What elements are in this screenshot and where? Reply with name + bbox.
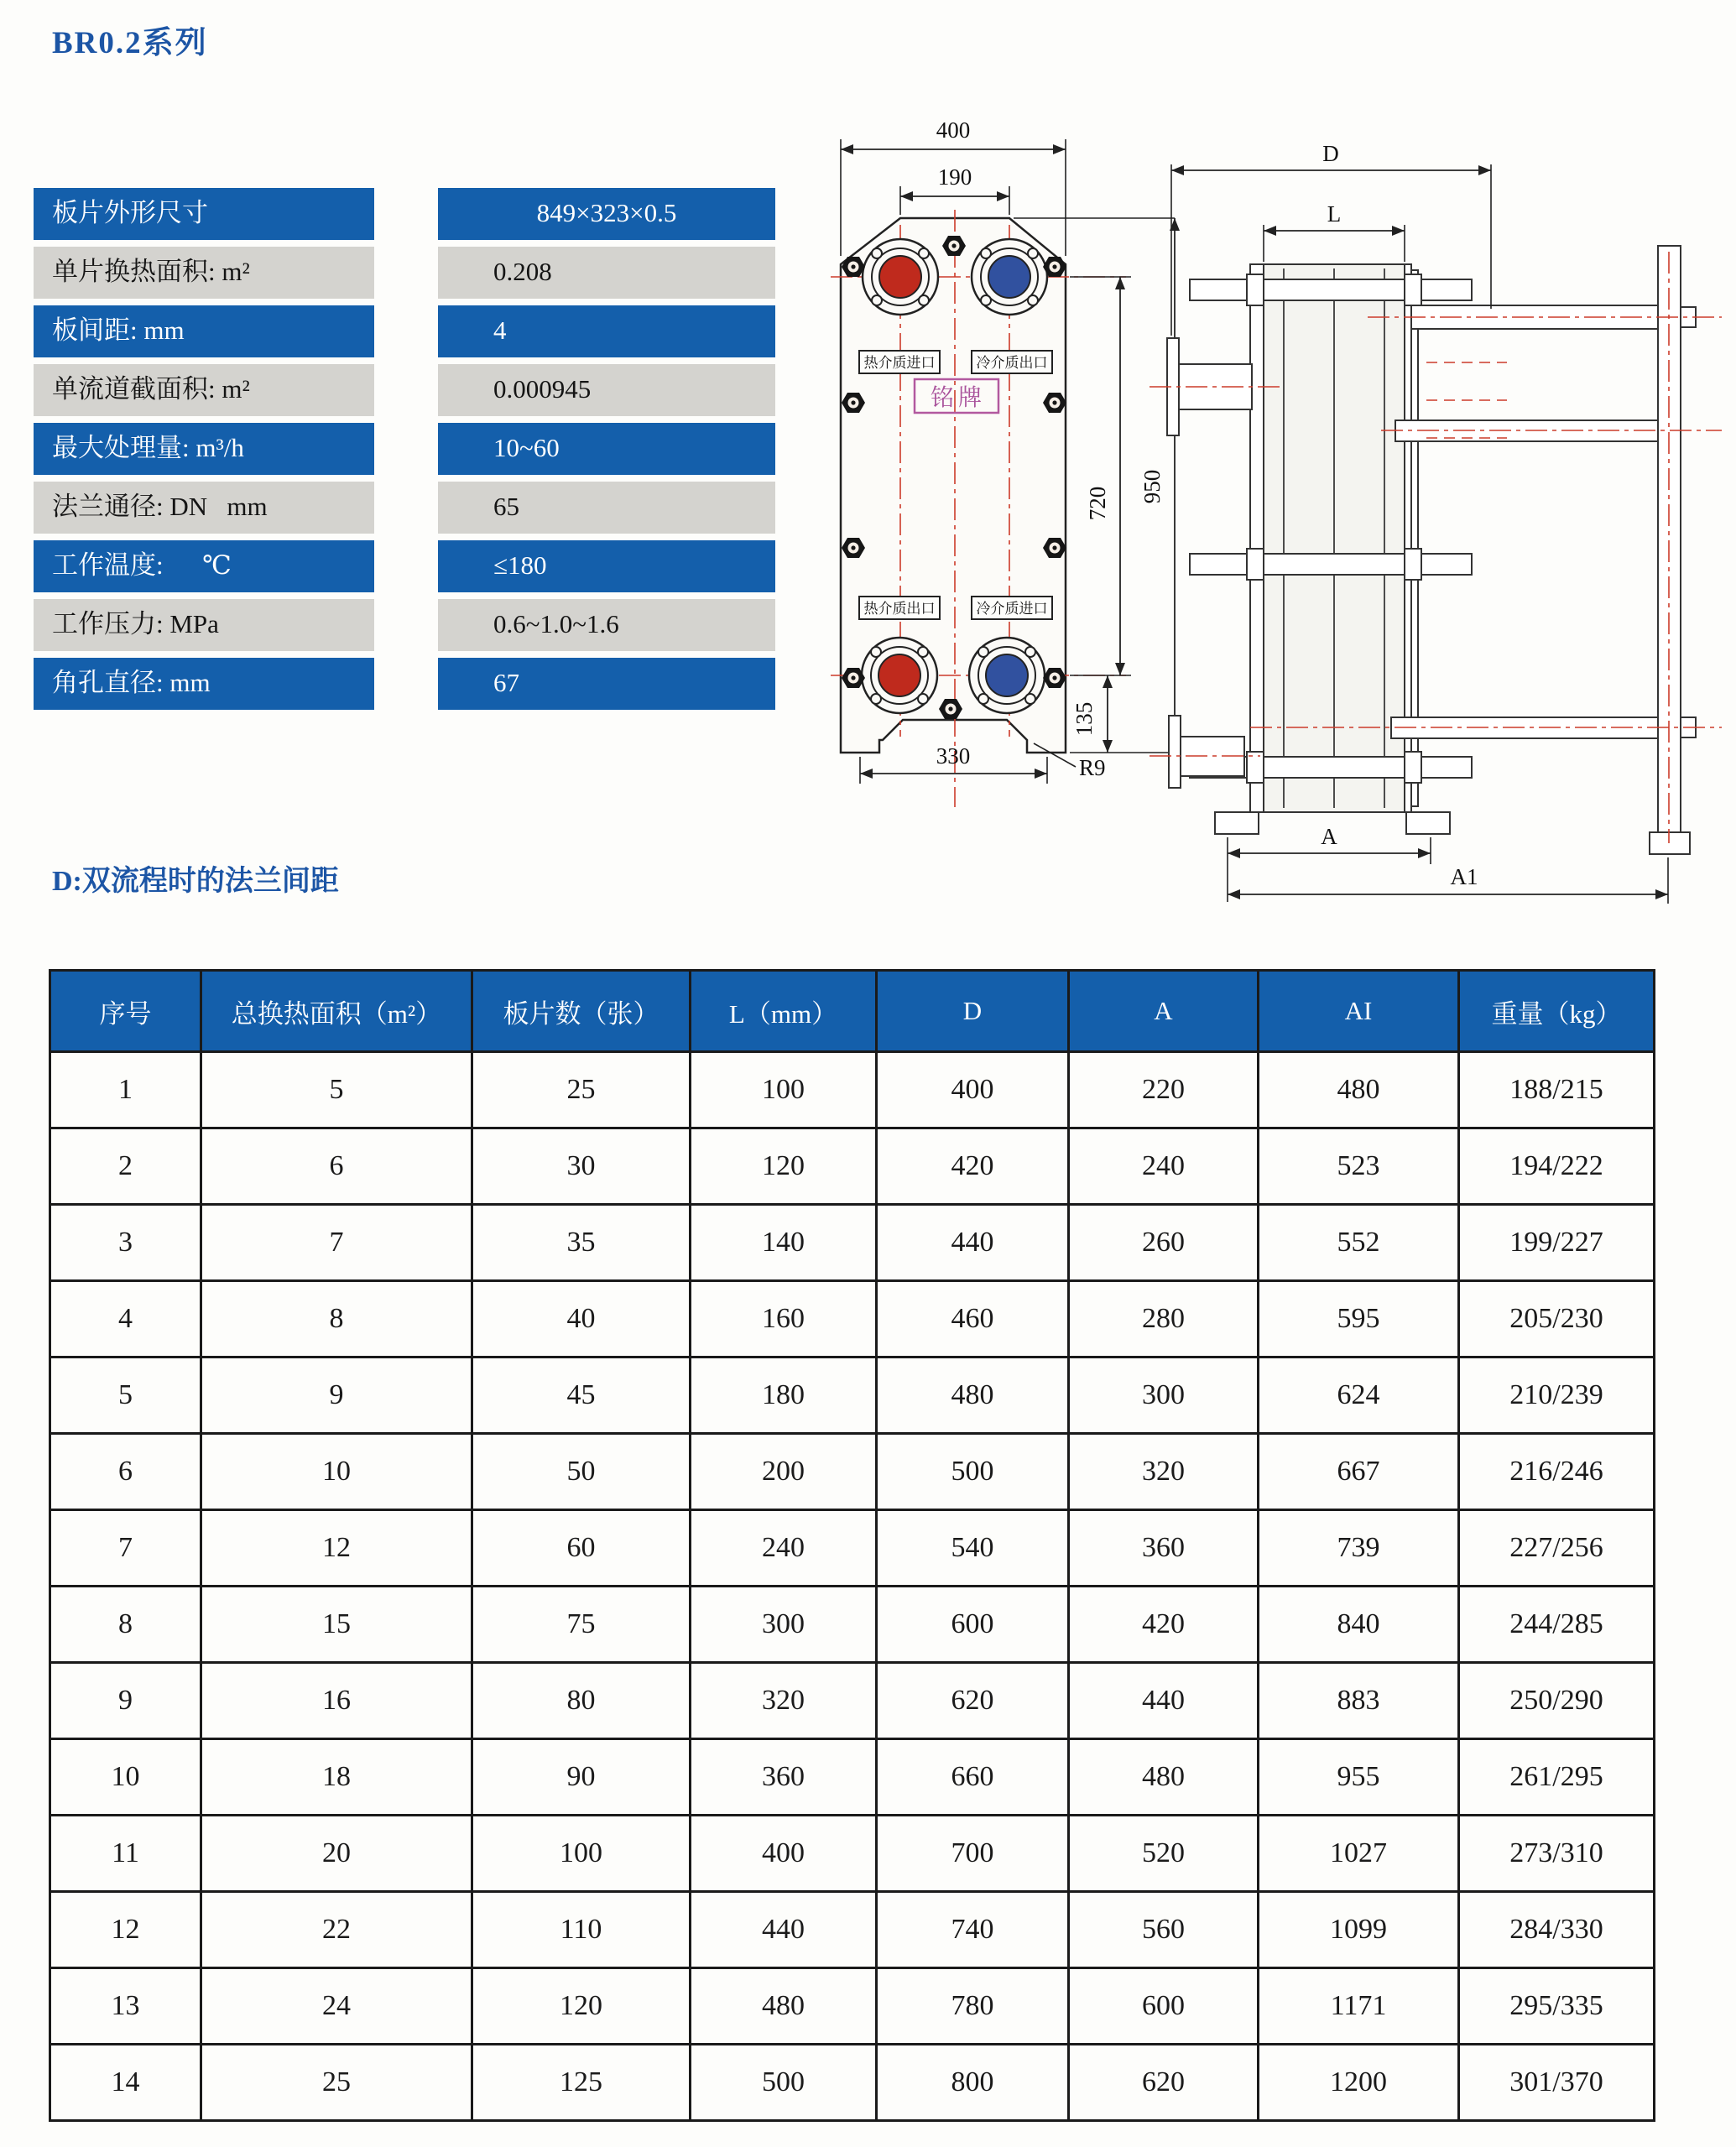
table-cell: 440: [1069, 1663, 1259, 1739]
table-cell: 300: [1069, 1358, 1259, 1434]
table-cell: 40: [472, 1281, 691, 1358]
port-cold-outlet: [972, 239, 1047, 315]
table-cell: 552: [1259, 1205, 1459, 1281]
table-cell: 199/227: [1459, 1205, 1655, 1281]
table-cell: 180: [691, 1358, 877, 1434]
table-cell: 30: [472, 1128, 691, 1205]
column-header: AI: [1259, 971, 1459, 1052]
dim-text-A: A: [1321, 824, 1337, 849]
table-cell: 300: [691, 1587, 877, 1663]
spec-label: 最大处理量: m³/h: [34, 423, 374, 475]
dim-330: [860, 743, 1047, 784]
dim-text-D: D: [1322, 141, 1339, 166]
table-cell: 16: [201, 1663, 472, 1739]
spec-table: [34, 188, 775, 710]
table-cell: 188/215: [1459, 1052, 1655, 1128]
table-cell: 22: [201, 1892, 472, 1968]
table-cell: 624: [1259, 1358, 1459, 1434]
table-cell: 440: [877, 1205, 1069, 1281]
dim-text-A1: A1: [1450, 864, 1478, 889]
table-cell: 7: [201, 1205, 472, 1281]
table-cell: 125: [472, 2045, 691, 2121]
table-cell: 480: [691, 1968, 877, 2045]
table-cell: 6: [201, 1128, 472, 1205]
table-cell: 840: [1259, 1587, 1459, 1663]
dim-L: [1264, 201, 1405, 262]
header-row: [50, 971, 1655, 1052]
table-row: [50, 1052, 1655, 1128]
spec-value: 0.6~1.0~1.6: [438, 599, 775, 651]
table-cell: 244/285: [1459, 1587, 1655, 1663]
table-cell: 35: [472, 1205, 691, 1281]
table-cell: 45: [472, 1358, 691, 1434]
table-cell: 700: [877, 1816, 1069, 1892]
table-cell: 280: [1069, 1281, 1259, 1358]
table-row: [50, 1205, 1655, 1281]
table-cell: 90: [472, 1739, 691, 1816]
column-header: 总换热面积（m²）: [201, 971, 472, 1052]
table-row: [50, 1739, 1655, 1816]
table-cell: 420: [1069, 1587, 1259, 1663]
table-cell: 780: [877, 1968, 1069, 2045]
nameplate-text: 铭牌: [930, 385, 987, 411]
spec-row: [34, 364, 775, 416]
table-cell: 600: [877, 1587, 1069, 1663]
column-header: 重量（kg）: [1459, 971, 1655, 1052]
table-cell: 740: [877, 1892, 1069, 1968]
table-row: [50, 1968, 1655, 2045]
table-row: [50, 2045, 1655, 2121]
dim-text-720: 720: [1085, 486, 1110, 521]
table-cell: 480: [1069, 1739, 1259, 1816]
table-cell: 240: [1069, 1128, 1259, 1205]
table-cell: 400: [877, 1052, 1069, 1128]
table-cell: 260: [1069, 1205, 1259, 1281]
table-cell: 480: [1259, 1052, 1459, 1128]
table-cell: 12: [50, 1892, 201, 1968]
table-cell: 75: [472, 1587, 691, 1663]
spec-value: 849×323×0.5: [438, 188, 775, 240]
dim-A1: [1228, 857, 1668, 904]
table-cell: 227/256: [1459, 1510, 1655, 1587]
column-header: A: [1069, 971, 1259, 1052]
dim-text-400: 400: [936, 117, 971, 143]
dim-text-190: 190: [937, 164, 972, 190]
table-cell: 540: [877, 1510, 1069, 1587]
table-cell: 360: [691, 1739, 877, 1816]
table-cell: 210/239: [1459, 1358, 1655, 1434]
table-cell: 250/290: [1459, 1663, 1655, 1739]
table-cell: 25: [472, 1052, 691, 1128]
table-cell: 420: [877, 1128, 1069, 1205]
port-label-cold-inlet: [972, 597, 1052, 619]
table-cell: 620: [1069, 2045, 1259, 2121]
table-cell: 200: [691, 1434, 877, 1510]
table-cell: 523: [1259, 1128, 1459, 1205]
frame-foot-right: [1406, 812, 1450, 834]
table-cell: 80: [472, 1663, 691, 1739]
spec-value: 65: [438, 482, 775, 534]
spec-label: 法兰通径: DN mm: [34, 482, 374, 534]
port-label-text: 热介质进口: [863, 355, 936, 371]
table-cell: 120: [472, 1968, 691, 2045]
port-hot-outlet: [862, 638, 937, 713]
table-cell: 360: [1069, 1510, 1259, 1587]
table-cell: 20: [201, 1816, 472, 1892]
table-cell: 7: [50, 1510, 201, 1587]
table-cell: 800: [877, 2045, 1069, 2121]
table-cell: 100: [691, 1052, 877, 1128]
table-cell: 13: [50, 1968, 201, 2045]
front-view: [831, 117, 1175, 807]
table-cell: 5: [50, 1358, 201, 1434]
table-cell: 194/222: [1459, 1128, 1655, 1205]
column-header: L（mm）: [691, 971, 877, 1052]
table-cell: 120: [691, 1128, 877, 1205]
table-row: [50, 1816, 1655, 1892]
port-cold-inlet: [969, 638, 1045, 713]
spec-row: [34, 540, 775, 592]
spec-label: 工作温度: ℃: [34, 540, 374, 592]
spec-row: [34, 247, 775, 299]
dim-190: [900, 164, 1009, 215]
table-cell: 500: [691, 2045, 877, 2121]
spec-value: 0.208: [438, 247, 775, 299]
table-cell: 500: [877, 1434, 1069, 1510]
table-cell: 110: [472, 1892, 691, 1968]
spec-value: 67: [438, 658, 775, 710]
table-cell: 261/295: [1459, 1739, 1655, 1816]
dim-720: [1070, 277, 1131, 675]
table-cell: 2: [50, 1128, 201, 1205]
spec-row: [34, 658, 775, 710]
table-cell: 15: [201, 1587, 472, 1663]
table-cell: 100: [472, 1816, 691, 1892]
table-cell: 10: [201, 1434, 472, 1510]
table-cell: 1200: [1259, 2045, 1459, 2121]
table-cell: 480: [877, 1358, 1069, 1434]
table-cell: 1: [50, 1052, 201, 1128]
column-foot: [1650, 832, 1690, 854]
table-row: [50, 1663, 1655, 1739]
table-cell: 205/230: [1459, 1281, 1655, 1358]
column-header: 序号: [50, 971, 201, 1052]
spec-value: 0.000945: [438, 364, 775, 416]
port-label-text: 冷介质进口: [976, 601, 1048, 617]
table-cell: 216/246: [1459, 1434, 1655, 1510]
side-view: [1150, 141, 1722, 904]
table-cell: 18: [201, 1739, 472, 1816]
spec-label: 角孔直径: mm: [34, 658, 374, 710]
table-cell: 320: [691, 1663, 877, 1739]
table-cell: 739: [1259, 1510, 1459, 1587]
port-label-cold-outlet: [972, 351, 1052, 373]
table-cell: 5: [201, 1052, 472, 1128]
dim-text-135: 135: [1071, 701, 1097, 737]
port-hot-inlet: [863, 239, 938, 315]
table-cell: 460: [877, 1281, 1069, 1358]
table-cell: 25: [201, 2045, 472, 2121]
spec-value: ≤180: [438, 540, 775, 592]
page-title: BR0.2系列: [52, 26, 208, 60]
table-cell: 24: [201, 1968, 472, 2045]
table-cell: 284/330: [1459, 1892, 1655, 1968]
table-cell: 3: [50, 1205, 201, 1281]
table-row: [50, 1434, 1655, 1510]
port-label-hot-outlet: [859, 597, 940, 619]
table-cell: 295/335: [1459, 1968, 1655, 2045]
table-cell: 160: [691, 1281, 877, 1358]
port-label-text: 冷介质出口: [976, 355, 1048, 371]
dim-text-R9: R9: [1079, 755, 1106, 780]
table-cell: 273/310: [1459, 1816, 1655, 1892]
table-cell: 520: [1069, 1816, 1259, 1892]
spec-label: 单流道截面积: m²: [34, 364, 374, 416]
table-cell: 6: [50, 1434, 201, 1510]
spec-row: [34, 599, 775, 651]
fixed-plate: [1250, 264, 1264, 812]
table-cell: 11: [50, 1816, 201, 1892]
spec-row: [34, 188, 775, 240]
spec-row: [34, 305, 775, 357]
table-cell: 240: [691, 1510, 877, 1587]
spec-label: 板间距: mm: [34, 305, 374, 357]
spec-label: 工作压力: MPa: [34, 599, 374, 651]
column-header: 板片数（张）: [472, 971, 691, 1052]
table-row: [50, 1128, 1655, 1205]
table-row: [50, 1892, 1655, 1968]
table-cell: 440: [691, 1892, 877, 1968]
table-cell: 12: [201, 1510, 472, 1587]
note-flange-spacing: D:双流程时的法兰间距: [52, 866, 339, 897]
table-cell: 60: [472, 1510, 691, 1587]
spec-row: [34, 423, 775, 475]
table-cell: 1099: [1259, 1892, 1459, 1968]
table-cell: 10: [50, 1739, 201, 1816]
table-cell: 301/370: [1459, 2045, 1655, 2121]
table-row: [50, 1281, 1655, 1358]
technical-drawing: [780, 84, 1736, 906]
table-cell: 8: [50, 1587, 201, 1663]
dim-text-330: 330: [936, 743, 971, 769]
dim-text-950: 950: [1139, 469, 1165, 504]
dim-R9: [1034, 743, 1106, 780]
table-cell: 600: [1069, 1968, 1259, 2045]
table-cell: 9: [201, 1358, 472, 1434]
spec-value: 4: [438, 305, 775, 357]
table-cell: 140: [691, 1205, 877, 1281]
table-cell: 560: [1069, 1892, 1259, 1968]
table-cell: 955: [1259, 1739, 1459, 1816]
table-row: [50, 1587, 1655, 1663]
table-cell: 883: [1259, 1663, 1459, 1739]
spec-value: 10~60: [438, 423, 775, 475]
table-cell: 620: [877, 1663, 1069, 1739]
table-cell: 1027: [1259, 1816, 1459, 1892]
port-label-text: 热介质出口: [863, 601, 936, 617]
dim-135: [1071, 675, 1108, 753]
table-cell: 50: [472, 1434, 691, 1510]
spec-label: 单片换热面积: m²: [34, 247, 374, 299]
table-cell: 8: [201, 1281, 472, 1358]
table-cell: 595: [1259, 1281, 1459, 1358]
column-header: D: [877, 971, 1069, 1052]
table-cell: 220: [1069, 1052, 1259, 1128]
table-cell: 320: [1069, 1434, 1259, 1510]
table-cell: 14: [50, 2045, 201, 2121]
port-label-hot-inlet: [859, 351, 940, 373]
table-cell: 667: [1259, 1434, 1459, 1510]
spec-label: 板片外形尺寸: [34, 188, 374, 240]
table-cell: 1171: [1259, 1968, 1459, 2045]
dim-A: [1228, 824, 1431, 902]
table-row: [50, 1510, 1655, 1587]
frame-foot-left: [1215, 812, 1259, 834]
dim-text-L: L: [1327, 201, 1342, 227]
table-cell: 9: [50, 1663, 201, 1739]
table-cell: 660: [877, 1739, 1069, 1816]
spec-row: [34, 482, 775, 534]
dimension-table: [49, 969, 1655, 2122]
carrying-bars: [1391, 305, 1696, 738]
table-cell: 400: [691, 1816, 877, 1892]
table-row: [50, 1358, 1655, 1434]
table-cell: 4: [50, 1281, 201, 1358]
